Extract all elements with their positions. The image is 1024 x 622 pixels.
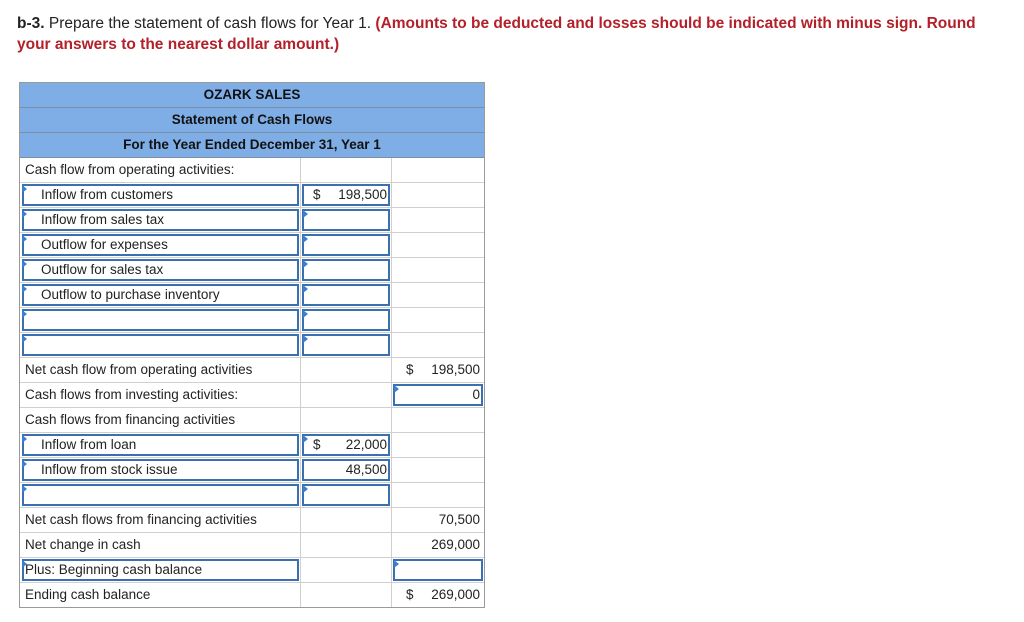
financing-blank-select[interactable] [20,483,300,507]
statement-title: Statement of Cash Flows [20,108,484,133]
table-row [20,208,484,233]
dropdown-flag-icon [303,285,308,293]
table-row [20,483,484,508]
currency-sign: $ [313,187,321,202]
dropdown-flag-icon [303,335,308,343]
row-label: Cash flow from operating activities: [25,162,235,177]
inflow-customers-select[interactable] [20,183,300,207]
company-name: OZARK SALES [20,83,484,108]
instructions [17,13,1012,55]
outflow-inventory-input[interactable] [300,283,391,307]
inflow-sales-tax-select[interactable] [20,208,300,232]
amount-value: 269,000 [431,587,480,602]
table-row [20,258,484,283]
table-row [20,408,484,433]
dropdown-flag-icon [394,560,399,568]
beginning-balance-input[interactable] [391,558,484,582]
dropdown-flag-icon [22,210,27,218]
outflow-sales-tax-select[interactable] [20,258,300,282]
table-row [20,583,484,607]
inflow-stock-input[interactable] [300,458,391,482]
row-label: Net cash flow from operating activities [25,362,253,377]
table-row [20,233,484,258]
amount-value: 198,500 [338,187,387,202]
row-label: Plus: Beginning cash balance [25,562,203,577]
amount-value: 70,500 [438,512,480,527]
row-label: Net change in cash [25,537,141,552]
dropdown-flag-icon [303,210,308,218]
dropdown-flag-icon [22,235,27,243]
instruction-emphasis: (Amounts to be deducted and losses should be indicated with minus sign. Round your answers to the nearest dollar amount.) [17,15,976,53]
row-label: Net cash flows from financing activities [25,512,257,527]
inflow-sales-tax-input[interactable] [300,208,391,232]
table-row [20,183,484,208]
row-label: Ending cash balance [25,587,151,602]
table-row [20,458,484,483]
dropdown-flag-icon [303,435,308,443]
table-row [20,533,484,558]
dropdown-flag-icon [22,485,27,493]
statement-period: For the Year Ended December 31, Year 1 [20,133,484,158]
inflow-customers-input[interactable] [300,183,391,207]
table-row [20,433,484,458]
outflow-inventory-select[interactable] [20,283,300,307]
operating-blank-select-2[interactable] [20,333,300,357]
instruction-text: Prepare the statement of cash flows for Year 1. [44,15,376,32]
amount-value: 22,000 [345,437,387,452]
amount-value: 198,500 [431,362,480,377]
financing-blank-input[interactable] [300,483,391,507]
inflow-loan-input[interactable] [300,433,391,457]
table-row [20,558,484,583]
row-label: Cash flows from financing activities [25,412,236,427]
dropdown-flag-icon [303,485,308,493]
dropdown-flag-icon [303,235,308,243]
row-label: Outflow for expenses [41,237,168,252]
operating-blank-input-2[interactable] [300,333,391,357]
beginning-balance-select[interactable] [20,558,300,582]
row-label: Cash flows from investing activities: [25,387,239,402]
amount-value: 0 [472,387,480,402]
table-row [20,508,484,533]
outflow-sales-tax-input[interactable] [300,258,391,282]
dropdown-flag-icon [22,560,27,568]
table-row [20,308,484,333]
amount-value: 269,000 [431,537,480,552]
row-label: Inflow from sales tax [41,212,165,227]
row-label: Outflow to purchase inventory [41,287,220,302]
dropdown-flag-icon [22,260,27,268]
dropdown-flag-icon [22,335,27,343]
table-row [20,358,484,383]
amount-value: 48,500 [345,462,387,477]
inflow-loan-select[interactable] [20,433,300,457]
dropdown-flag-icon [303,260,308,268]
row-label: Inflow from customers [41,187,174,202]
dropdown-flag-icon [303,310,308,318]
row-label: Inflow from stock issue [41,462,178,477]
cash-flow-statement [19,82,485,608]
row-label: Outflow for sales tax [41,262,164,277]
table-row [20,333,484,358]
operating-blank-select-1[interactable] [20,308,300,332]
currency-sign: $ [313,437,321,452]
dropdown-flag-icon [22,460,27,468]
currency-sign: $ [406,362,414,377]
dropdown-flag-icon [394,385,399,393]
dropdown-flag-icon [22,285,27,293]
operating-blank-input-1[interactable] [300,308,391,332]
row-label: Inflow from loan [41,437,137,452]
table-row [20,158,484,183]
dropdown-flag-icon [22,185,27,193]
dropdown-flag-icon [22,435,27,443]
question-number: b-3. [17,15,45,32]
table-row [20,283,484,308]
currency-sign: $ [406,587,414,602]
inflow-stock-select[interactable] [20,458,300,482]
investing-input[interactable] [391,383,484,407]
table-row [20,383,484,408]
dropdown-flag-icon [22,310,27,318]
outflow-expenses-input[interactable] [300,233,391,257]
outflow-expenses-select[interactable] [20,233,300,257]
